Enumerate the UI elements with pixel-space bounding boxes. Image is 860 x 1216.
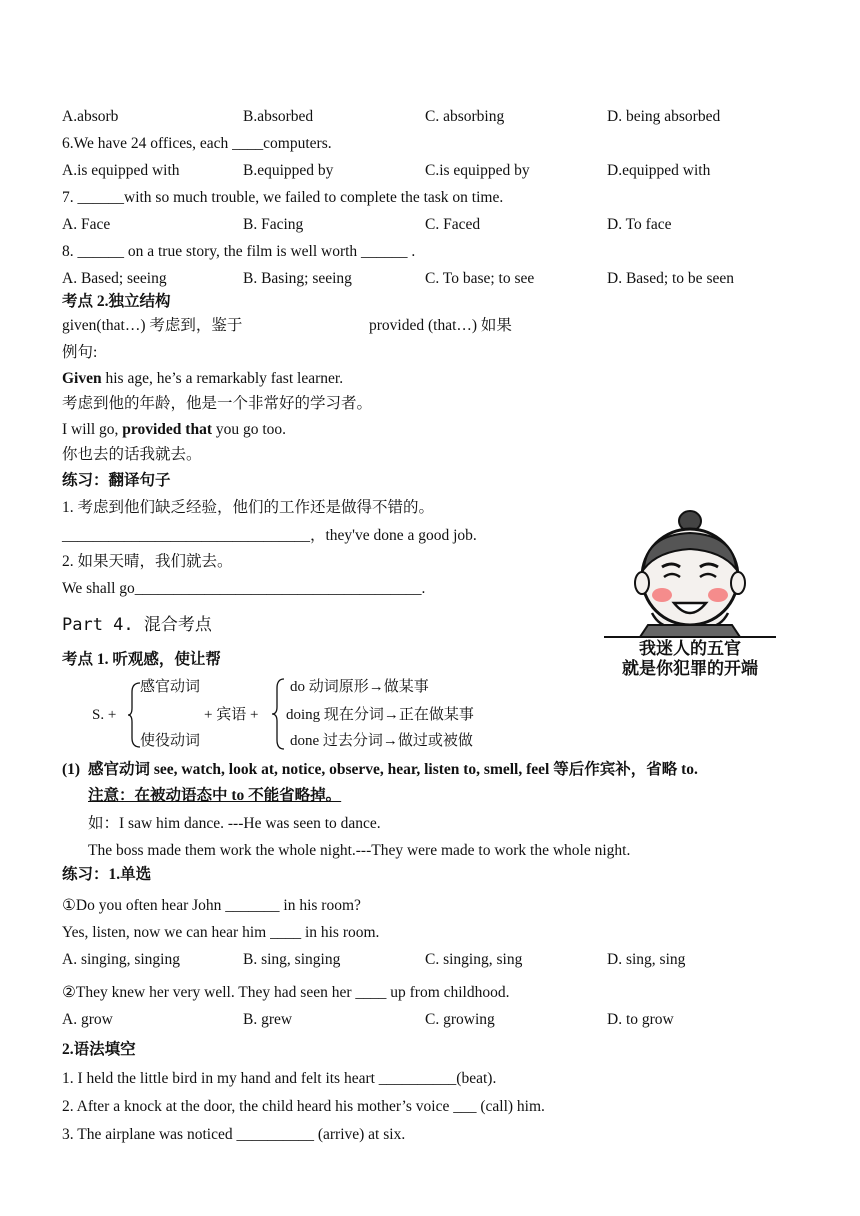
mc1-option-c: C. singing, sing (425, 951, 523, 968)
kp2-example-1-cn: 考虑到他的年龄，他是一个非常好的学习者。 (62, 395, 373, 412)
right-brace (272, 678, 286, 750)
diagram-verb-sense: 感官动词 (140, 679, 201, 695)
q5-option-d: D. being absorbed (607, 108, 721, 125)
q8-option-c: C. To base; to see (425, 270, 535, 287)
rule1-example-2: The boss made them work the whole night.---They were made to work the whole night. (88, 842, 631, 859)
q7-option-a: A. Face (62, 216, 111, 233)
fill-item-1: 1. I held the little bird in my hand and felt its heart __________(beat). (62, 1070, 497, 1087)
mc1-option-d: D. sing, sing (607, 951, 686, 968)
mc2-stem: ②They knew her very well. They had seen her ____ up from childhood. (62, 984, 510, 1001)
mc1-stem-2: Yes, listen, now we can hear him ____ in his room. (62, 924, 380, 941)
q5-option-c: C. absorbing (425, 108, 505, 125)
translate-blank-2: We shall go_____________________________________. (62, 580, 426, 597)
rule1-number: (1) (62, 761, 81, 778)
kp2-example-2-cn: 你也去的话我就去。 (62, 446, 202, 463)
cartoon-face-icon (600, 505, 780, 637)
kp2-provided-def: provided (that…) 如果 (369, 317, 512, 334)
meme-caption-line-1: 我迷人的五官 (639, 639, 741, 659)
kp2-example-label: 例句: (62, 344, 98, 361)
fill-title: 2.语法填空 (62, 1041, 136, 1058)
q6-option-d: D.equipped with (607, 162, 711, 179)
q5-option-a: A.absorb (62, 108, 119, 125)
diagram-form-done: done 过去分词→做过或被做 (290, 733, 473, 749)
kp2-title: 考点 2.独立结构 (62, 293, 171, 310)
q8-option-a: A. Based; seeing (62, 270, 167, 287)
q7-option-d: D. To face (607, 216, 672, 233)
q6-option-a: A.is equipped with (62, 162, 180, 179)
kp2-example-2: I will go, provided that you go too. (62, 421, 287, 438)
meme-illustration (600, 505, 780, 680)
meme-divider (604, 636, 776, 638)
fill-item-2: 2. After a knock at the door, the child heard his mother’s voice ___ (call) him. (62, 1098, 545, 1115)
mc2-option-d: D. to grow (607, 1011, 674, 1028)
mc2-option-a: A. grow (62, 1011, 113, 1028)
part4-title: Part 4. 混合考点 (62, 615, 212, 635)
translate-blank-1: ________________________________，they've done a good job. (62, 527, 477, 544)
translate-sentence-1: 1. 考虑到他们缺乏经验，他们的工作还是做得不错的。 (62, 499, 435, 516)
q6-option-b: B.equipped by (243, 162, 334, 179)
diagram-verb-causative: 使役动词 (140, 733, 201, 749)
practice-translate-title: 练习：翻译句子 (62, 472, 171, 489)
kp2-given-def: given(that…) 考虑到，鉴于 (62, 317, 243, 334)
rule1-note: 注意：在被动语态中 to 不能省略掉。 (88, 787, 342, 804)
q8-option-b: B. Basing; seeing (243, 270, 352, 287)
kp1-title: 考点 1. 听观感，使让帮 (62, 651, 221, 668)
diagram-form-doing: doing 现在分词→正在做某事 (286, 707, 474, 723)
translate-sentence-2: 2. 如果天晴，我们就去。 (62, 553, 233, 570)
rule1-example-1: 如：I saw him dance. ---He was seen to dance. (88, 815, 381, 832)
q7-stem: 7. ______with so much trouble, we failed to complete the task on time. (62, 189, 504, 206)
q7-option-b: B. Facing (243, 216, 304, 233)
kp2-example-1: Given his age, he’s a remarkably fast learner. (62, 370, 344, 387)
left-brace (128, 682, 142, 748)
q7-option-c: C. Faced (425, 216, 481, 233)
mc1-option-b: B. sing, singing (243, 951, 341, 968)
diagram-subject: S. + (92, 707, 117, 723)
q6-stem: 6.We have 24 offices, each ____computers. (62, 135, 332, 152)
mc2-option-c: C. growing (425, 1011, 495, 1028)
practice1-title: 练习：1.单选 (62, 866, 152, 883)
rule1-text: 感官动词 see, watch, look at, notice, observe, hear, listen to, smell, feel 等后作宾补，省略 to. (88, 761, 698, 778)
diagram-object: + 宾语 + (204, 707, 259, 723)
q6-option-c: C.is equipped by (425, 162, 530, 179)
diagram-form-do: do 动词原形→做某事 (290, 679, 429, 695)
fill-item-3: 3. The airplane was noticed __________ (arrive) at six. (62, 1126, 406, 1143)
q8-stem: 8. ______ on a true story, the film is well worth ______ . (62, 243, 416, 260)
q8-option-d: D. Based; to be seen (607, 270, 734, 287)
q5-option-b: B.absorbed (243, 108, 314, 125)
mc2-option-b: B. grew (243, 1011, 293, 1028)
mc1-stem: ①Do you often hear John _______ in his room? (62, 897, 361, 914)
meme-caption-line-2: 就是你犯罪的开端 (622, 659, 758, 679)
mc1-option-a: A. singing, singing (62, 951, 180, 968)
